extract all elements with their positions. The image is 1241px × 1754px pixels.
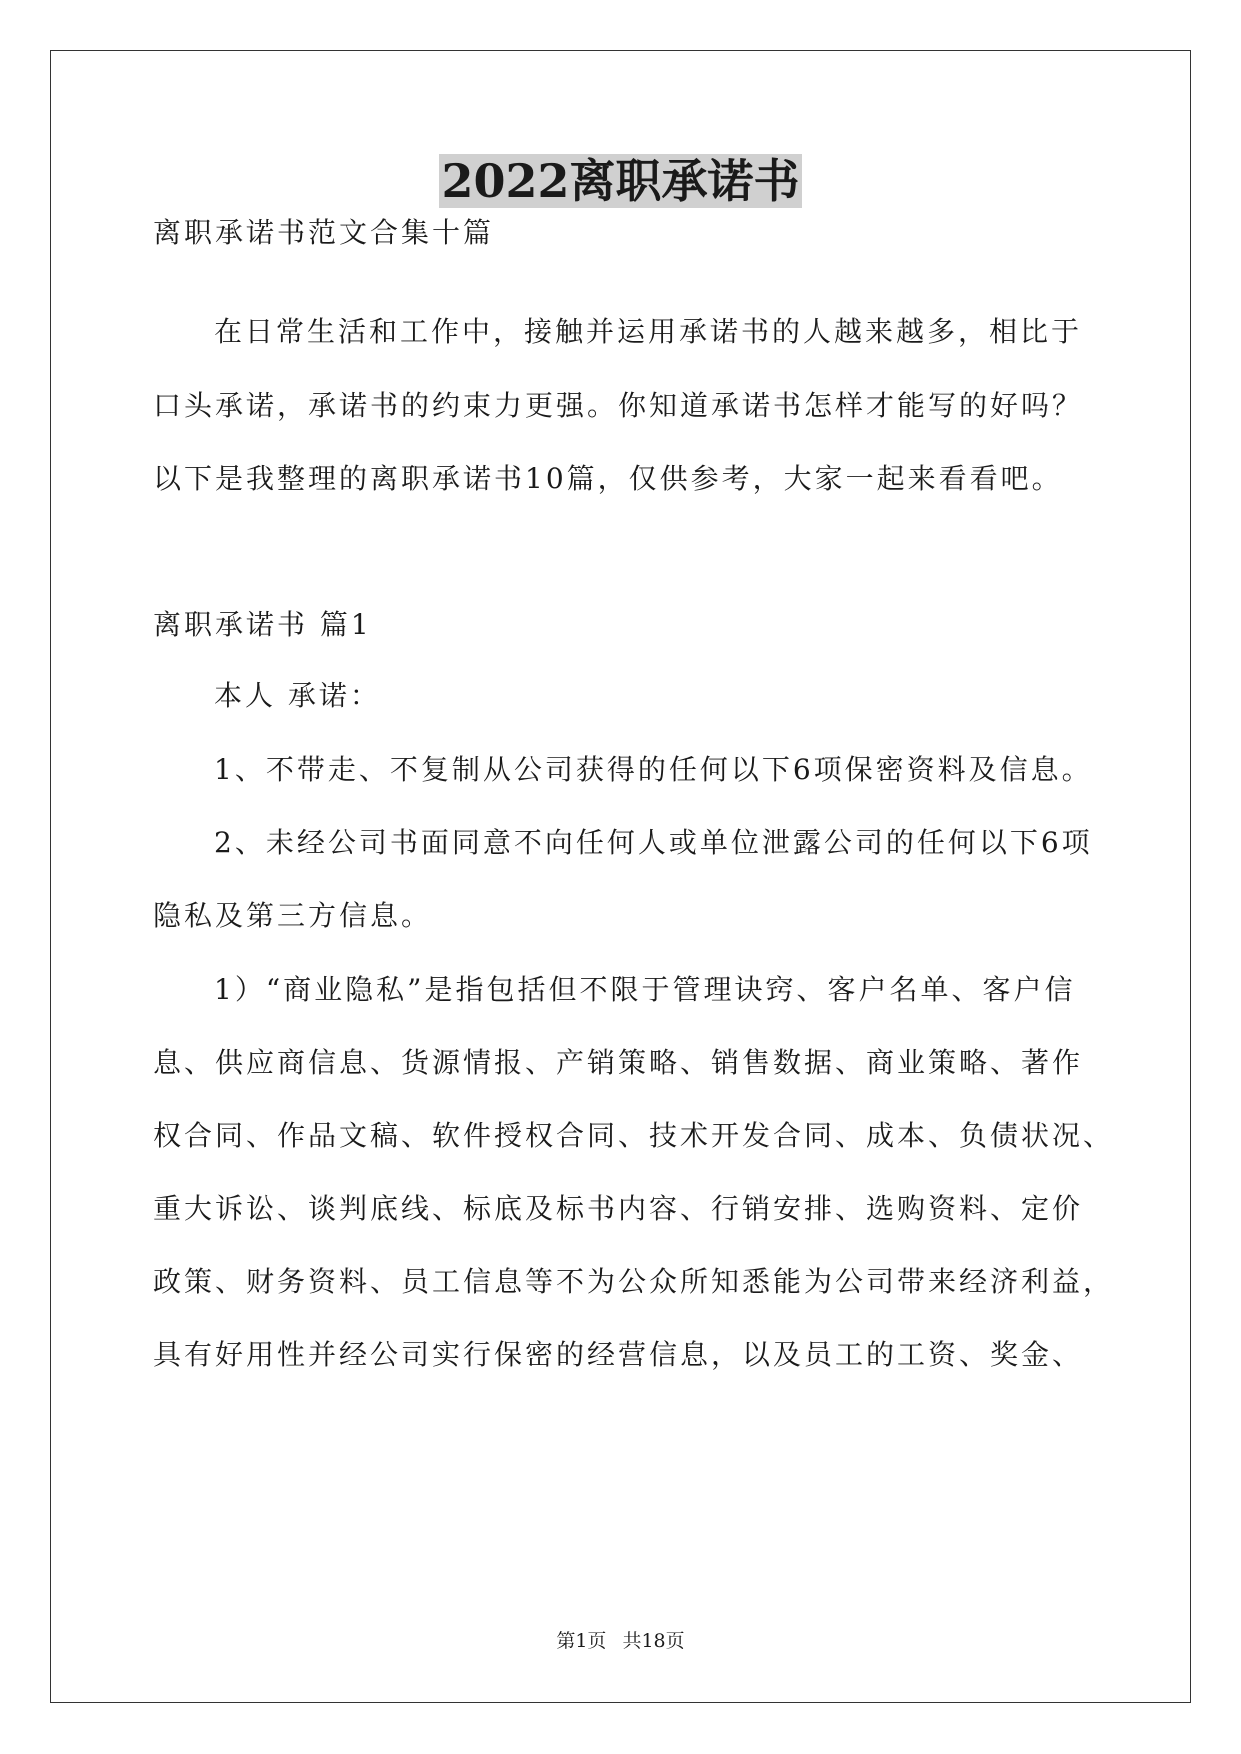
intro-line: 以下是我整理的离职承诺书10篇，仅供参考，大家一起来看看吧。 bbox=[153, 462, 1063, 495]
intro-line: 口头承诺，承诺书的约束力更强。你知道承诺书怎样才能写的好吗？ bbox=[153, 389, 1084, 422]
item-2-1-line: 政策、财务资料、员工信息等不为公众所知悉能为公司带来经济利益， bbox=[153, 1265, 1115, 1298]
subtitle: 离职承诺书范文合集十篇 bbox=[153, 216, 495, 249]
item-2-1-line: 1）“商业隐私”是指包括但不限于管理诀窍、客户名单、客户信 bbox=[214, 973, 1076, 1006]
item-1: 1、不带走、不复制从公司获得的任何以下6项保密资料及信息。 bbox=[214, 753, 1093, 786]
item-2-1-line: 权合同、作品文稿、软件授权合同、技术开发合同、成本、负债状况、 bbox=[153, 1119, 1115, 1152]
page-footer: 第1页 共18页 bbox=[556, 1630, 685, 1652]
commit-label: 本人 承诺： bbox=[214, 679, 381, 712]
item-2-line: 隐私及第三方信息。 bbox=[153, 899, 433, 932]
section-heading: 离职承诺书 篇1 bbox=[153, 608, 372, 641]
item-2-1-line: 具有好用性并经公司实行保密的经营信息，以及员工的工资、奖金、 bbox=[153, 1338, 1084, 1371]
item-2-1-line: 重大诉讼、谈判底线、标底及标书内容、行销安排、选购资料、定价 bbox=[153, 1192, 1084, 1225]
item-2-1-line: 息、供应商信息、货源情报、产销策略、销售数据、商业策略、著作 bbox=[153, 1046, 1084, 1079]
intro-line: 在日常生活和工作中，接触并运用承诺书的人越来越多，相比于 bbox=[214, 315, 1083, 348]
document-title: 2022离职承诺书 bbox=[441, 154, 800, 208]
item-2-line: 2、未经公司书面同意不向任何人或单位泄露公司的任何以下6项 bbox=[214, 826, 1093, 859]
page-border bbox=[50, 50, 1191, 1703]
